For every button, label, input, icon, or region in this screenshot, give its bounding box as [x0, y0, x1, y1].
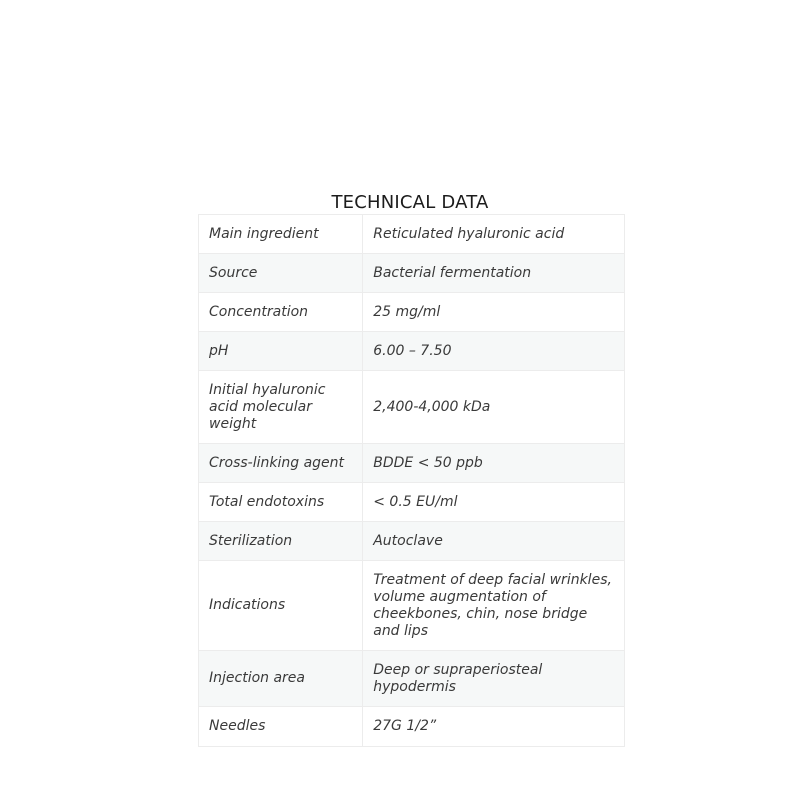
table-row-sterilization — [199, 522, 625, 561]
row-value: Reticulated hyaluronic acid — [363, 215, 625, 254]
row-value: Bacterial fermentation — [363, 254, 625, 293]
row-label: Indications — [199, 561, 363, 651]
table-row-cross-linking-agent — [199, 444, 625, 483]
row-value: < 0.5 EU/ml — [363, 483, 625, 522]
row-value: 25 mg/ml — [363, 293, 625, 332]
row-label: Sterilization — [199, 522, 363, 561]
row-label: Cross-linking agent — [199, 444, 363, 483]
row-label: Total endotoxins — [199, 483, 363, 522]
table-row-injection-area — [199, 651, 625, 707]
row-label: pH — [199, 332, 363, 371]
table-row-concentration — [199, 293, 625, 332]
technical-data-table — [198, 214, 625, 747]
row-value: Autoclave — [363, 522, 625, 561]
table-row-ph — [199, 332, 625, 371]
table-row-needles — [199, 707, 625, 747]
row-value: Treatment of deep facial wrinkles, volume augmentation of cheekbones, chin, nose bridge and lips — [363, 561, 625, 651]
row-value: BDDE < 50 ppb — [363, 444, 625, 483]
row-value: Deep or supraperiosteal hypodermis — [363, 651, 625, 707]
table-row-indications — [199, 561, 625, 651]
row-label: Main ingredient — [199, 215, 363, 254]
table-row-molecular-weight — [199, 371, 625, 444]
row-label: Concentration — [199, 293, 363, 332]
row-value: 27G 1/2” — [363, 707, 625, 747]
table-row-total-endotoxins — [199, 483, 625, 522]
table-row-source — [199, 254, 625, 293]
row-label: Source — [199, 254, 363, 293]
row-value: 2,400-4,000 kDa — [363, 371, 625, 444]
table-row-main-ingredient — [199, 215, 625, 254]
row-label: Needles — [199, 707, 363, 747]
row-value: 6.00 – 7.50 — [363, 332, 625, 371]
row-label: Injection area — [199, 651, 363, 707]
row-label: Initial hyaluronic acid molecular weight — [199, 371, 363, 444]
page-title: TECHNICAL DATA — [331, 191, 489, 213]
